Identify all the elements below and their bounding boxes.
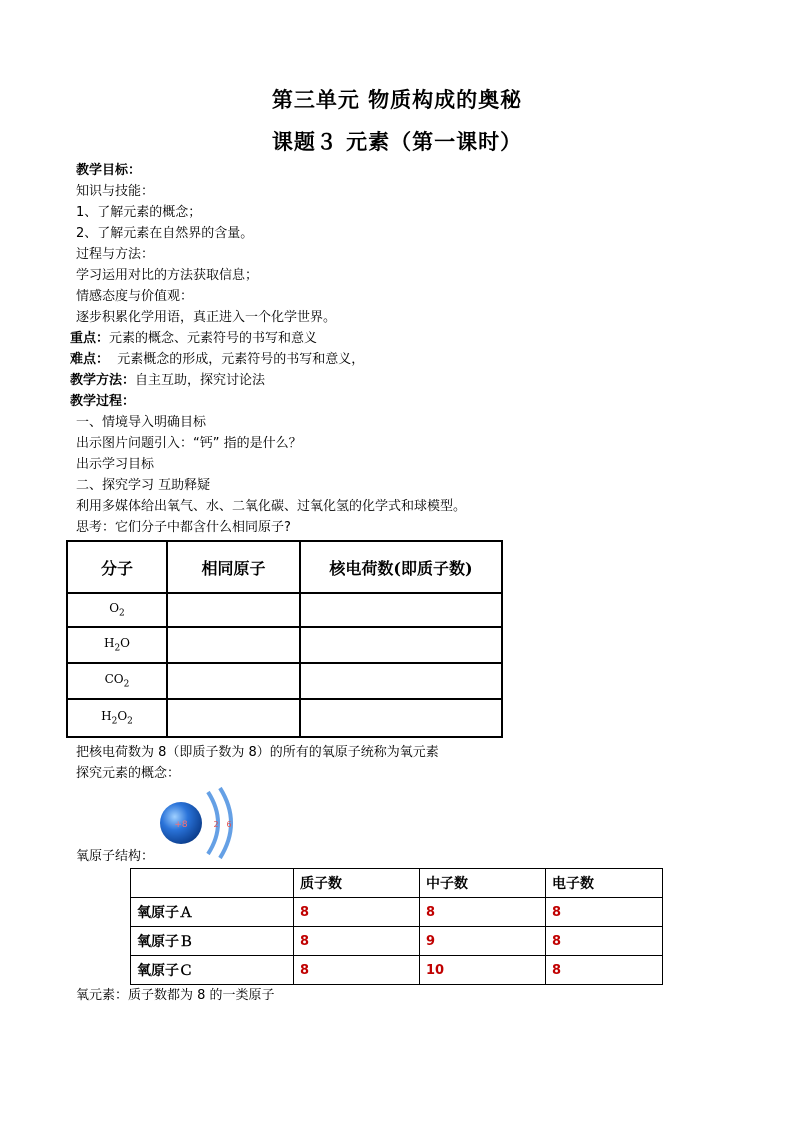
difficulty <box>70 351 364 369</box>
atom-name: 氧原子Ｃ <box>131 956 294 985</box>
proton-count: 8 <box>294 898 420 927</box>
method-text: 自主互助，探究讨论法 <box>135 373 266 388</box>
neutron-count: 10 <box>420 956 546 985</box>
header-protons: 质子数 <box>294 869 420 898</box>
header-empty <box>131 869 294 898</box>
electron-count: 8 <box>546 898 663 927</box>
step-2: 二、探究学习 互助释疑 <box>76 478 211 493</box>
page-subtitle: 课题３ 元素（第一课时） <box>271 129 523 154</box>
table-row <box>131 898 663 927</box>
shell-1-count: 2 <box>213 820 219 829</box>
key-point <box>70 330 317 348</box>
atom-name: 氧原子Ａ <box>131 898 294 927</box>
step-1-b: 出示学习目标 <box>76 457 155 472</box>
oxygen-atom-diagram <box>158 786 240 862</box>
molecule-table <box>66 540 503 738</box>
neutron-count: 9 <box>420 927 546 956</box>
element-concept-prompt: 探究元素的概念： <box>76 766 181 781</box>
proton-count: 8 <box>294 956 420 985</box>
electron-count: 8 <box>546 956 663 985</box>
nuclear-charge-cell <box>300 627 502 663</box>
table-row <box>131 956 663 985</box>
oxygen-element-definition: 氧元素：质子数都为 8 的一类原子 <box>76 988 275 1003</box>
step-1: 一、情境导入明确目标 <box>76 415 207 430</box>
nucleus-charge-label: +8 <box>174 820 188 830</box>
neutron-count: 8 <box>420 898 546 927</box>
objectives-heading: 教学目标： <box>76 163 142 178</box>
oxygen-element-note: 把核电荷数为 8（即质子数为 8）的所有的氧原子统称为氧元素 <box>76 745 439 760</box>
header-electrons: 电子数 <box>546 869 663 898</box>
key-point-label: 重点： <box>70 331 110 346</box>
molecule-formula: $H_2O$ <box>67 627 167 663</box>
table-row <box>131 927 663 956</box>
step-2-b: 思考：它们分子中都含什么相同原子? <box>76 520 291 535</box>
nuclear-charge-cell <box>300 699 502 737</box>
table-header-row <box>67 541 502 593</box>
table-row <box>67 593 502 627</box>
proton-count: 8 <box>294 927 420 956</box>
method <box>70 372 265 390</box>
common-atom-cell <box>167 627 300 663</box>
method-label: 教学方法： <box>70 373 136 388</box>
emotion-text: 逐步积累化学用语，真正进入一个化学世界。 <box>76 310 337 325</box>
oxygen-isotope-table <box>130 868 663 985</box>
atom-name: 氧原子Ｂ <box>131 927 294 956</box>
step-2-a: 利用多媒体给出氧气、水、二氧化碳、过氧化氢的化学式和球模型。 <box>76 499 467 514</box>
shell-2-count: 6 <box>226 820 232 829</box>
header-nuclear-charge: 核电荷数(即质子数) <box>300 541 502 593</box>
molecule-formula: $H_2O_2$ <box>67 699 167 737</box>
knowledge-item-2: 2、了解元素在自然界的含量。 <box>76 226 254 241</box>
oxygen-structure-label: 氧原子结构： <box>76 849 155 864</box>
process-heading: 教学过程： <box>70 394 136 409</box>
step-1-a: 出示图片问题引入：“钙” 指的是什么？ <box>76 436 302 451</box>
emotion-label: 情感态度与价值观： <box>76 289 194 304</box>
nuclear-charge-cell <box>300 593 502 627</box>
knowledge-item-1: 1、了解元素的概念； <box>76 205 202 220</box>
table-row <box>67 627 502 663</box>
table-row <box>67 699 502 737</box>
common-atom-cell <box>167 593 300 627</box>
nuclear-charge-cell <box>300 663 502 699</box>
molecule-formula: $O_2$ <box>67 593 167 627</box>
common-atom-cell <box>167 663 300 699</box>
header-common-atom: 相同原子 <box>167 541 300 593</box>
process-method-label: 过程与方法： <box>76 247 155 262</box>
page-title: 第三单元 物质构成的奥秘 <box>271 87 523 112</box>
header-neutrons: 中子数 <box>420 869 546 898</box>
header-molecule: 分子 <box>67 541 167 593</box>
difficulty-text: 元素概念的形成，元素符号的书写和意义， <box>109 352 365 367</box>
knowledge-label: 知识与技能： <box>76 184 155 199</box>
process-method-text: 学习运用对比的方法获取信息； <box>76 268 259 283</box>
key-point-text: 元素的概念、元素符号的书写和意义 <box>109 331 318 346</box>
common-atom-cell <box>167 699 300 737</box>
molecule-formula: $CO_2$ <box>67 663 167 699</box>
electron-count: 8 <box>546 927 663 956</box>
difficulty-label: 难点： <box>70 352 110 367</box>
table-header-row <box>131 869 663 898</box>
table-row <box>67 663 502 699</box>
